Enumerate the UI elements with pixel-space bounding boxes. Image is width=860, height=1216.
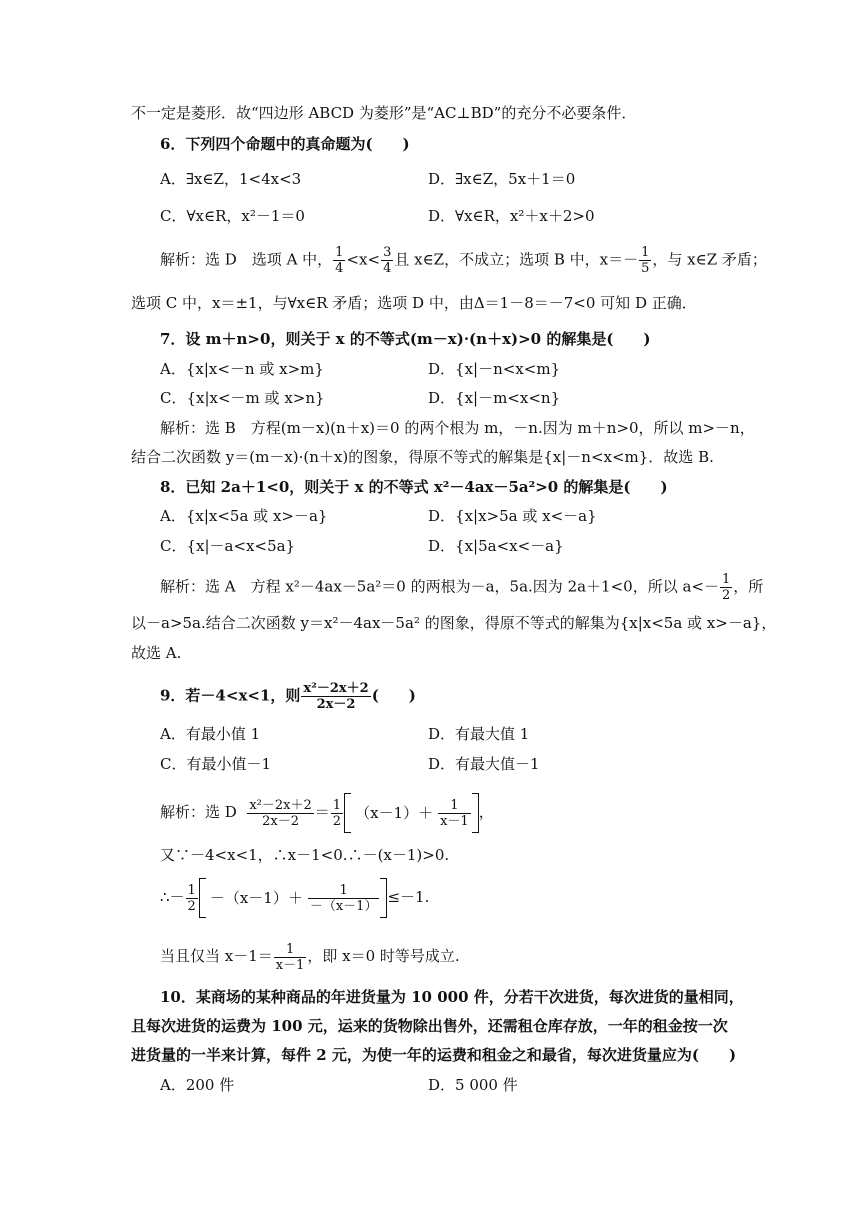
q6-solution-line2: 选项 C 中，x＝±1，与∀x∈R 矛盾；选项 D 中，由Δ＝1－8＝－7<0 可知 D 正确． <box>131 294 697 312</box>
q9-option-d1: D．有最大值 1 <box>428 725 530 743</box>
q9-l3-bracket: －（x－1）＋ $\frac{1}{-(x-1)}$ <box>199 877 388 919</box>
q10-stem-line2: 且每次进货的运费为 100 元，运来的货物除出售外，还需租仓库存放，一年的租金按一次 <box>131 1017 728 1035</box>
q6-sol-text-b: <x< <box>346 250 381 269</box>
q6-sol-text-c: 且 x∈Z，不成立；选项 B 中，x＝－ <box>394 250 639 269</box>
prev-solution-tail: 不一定是菱形．故“四边形 ABCD 为菱形”是“AC⊥BD”的充分不必要条件． <box>131 104 637 122</box>
q6-frac-1: $\frac{1}{4}$ <box>335 245 344 276</box>
q9-sol-fraction: $\frac{\text{x²－2x＋2}}{2x-2}$ <box>249 797 312 829</box>
q8-frac-half: $\frac{1}{2}$ <box>722 572 731 603</box>
q9-stem <box>160 681 416 712</box>
q9-sol-bracket: （x－1）＋ $\frac{1}{x-1}$ <box>344 792 479 834</box>
q6-sol-text-a: 解析：选 D 选项 A 中， <box>160 250 333 269</box>
q9-solution-line4 <box>160 938 460 974</box>
q9-option-a: A．有最小值 1 <box>160 725 261 743</box>
q6-frac-3: $\frac{1}{5}$ <box>641 245 650 276</box>
q9-option-c: C．有最小值－1 <box>160 755 272 773</box>
q8-stem: 8．已知 2a＋1<0，则关于 x 的不等式 x²－4ax－5a²>0 的解集是( ) <box>160 478 668 496</box>
q10-stem-line1: 10．某商场的某种商品的年进货量为 10 000 件，分若干次进货，每次进货的量相同， <box>160 988 744 1006</box>
q6-option-c: C．∀x∈R，x²－1＝0 <box>160 207 305 225</box>
q9-sol-comma: ， <box>478 803 494 821</box>
q9-sol-eq: ＝ <box>314 803 330 821</box>
q9-l3-inner-fraction: $\frac{1}{-(x-1)}$ <box>309 882 378 914</box>
q7-solution-line1: 解析：选 B 方程(m－x)(n＋x)＝0 的两个根为 m，－n.因为 m＋n>0，所以 m>－n， <box>160 419 755 437</box>
q9-solution-line1 <box>160 791 494 834</box>
q7-option-d1: D．{x|－n<x<m} <box>428 360 561 378</box>
q8-option-d1: D．{x|x>5a 或 x<－a} <box>428 507 597 525</box>
q9-option-d2: D．有最大值－1 <box>428 755 540 773</box>
q9-l3-half: $\frac{1}{2}$ <box>187 882 196 914</box>
q6-solution-line1 <box>160 245 767 276</box>
q9-l4-prefix: 当且仅当 x－1＝ <box>160 947 273 965</box>
q8-option-c: C．{x|－a<x<5a} <box>160 537 296 555</box>
q9-solution-line2: 又∵－4<x<1，∴x－1<0.∴－(x－1)>0. <box>160 846 450 864</box>
q6-option-d1: D．∃x∈Z，5x＋1＝0 <box>428 170 576 188</box>
q7-solution-line2: 结合二次函数 y＝(m－x)·(n＋x)的图象，得原不等式的解集是{x|－n<x<m}．故选 B. <box>131 448 714 466</box>
q7-stem: 7．设 m＋n>0，则关于 x 的不等式(m－x)·(n＋x)>0 的解集是( ) <box>160 330 651 348</box>
q9-stem-text-a: 9．若－4<x<1，则 <box>160 686 301 705</box>
q9-stem-text-b: ( ) <box>371 686 416 705</box>
q6-option-d2: D．∀x∈R，x²＋x＋2>0 <box>428 207 595 225</box>
q10-stem-line3: 进货量的一半来计算，每件 2 元，为使一年的运费和租金之和最省，每次进货量应为( ) <box>131 1046 737 1064</box>
q6-stem: 6．下列四个命题中的真命题为( ) <box>160 135 410 153</box>
q9-sol-half: $\frac{1}{2}$ <box>332 797 342 829</box>
q6-sol-text-d: ，与 x∈Z 矛盾； <box>652 250 767 269</box>
q8-solution-line1 <box>160 572 763 603</box>
q9-stem-fraction: $\frac{\text{x²－2x＋2}}{2x-2}$ <box>303 681 369 712</box>
q8-option-d2: D．{x|5a<x<－a} <box>428 537 564 555</box>
q9-l3-prefix: ∴－ <box>160 888 185 906</box>
q8-solution-line3: 故选 A. <box>131 644 182 662</box>
q8-option-a: A．{x|x<5a 或 x>－a} <box>160 507 328 525</box>
q9-l3-suffix: ≤－1. <box>387 888 430 906</box>
q7-option-c: C．{x|x<－m 或 x>n} <box>160 389 325 407</box>
q8-sol-text-b: ，所 <box>733 577 764 596</box>
q9-l4-fraction: $\frac{1}{x-1}$ <box>275 941 305 973</box>
q9-sol-label: 解析：选 D <box>160 803 237 821</box>
q6-option-a: A．∃x∈Z，1<4x<3 <box>160 170 302 188</box>
q9-l4-suffix: ，即 x＝0 时等号成立. <box>307 947 460 965</box>
q9-sol-inner-fraction: $\frac{1}{x-1}$ <box>440 797 469 829</box>
q10-option-a: A．200 件 <box>160 1076 235 1094</box>
q7-option-d2: D．{x|－m<x<n} <box>428 389 561 407</box>
q6-frac-2: $\frac{3}{4}$ <box>383 245 392 276</box>
q9-solution-line3 <box>160 876 429 919</box>
q8-sol-text-a: 解析：选 A 方程 x²－4ax－5a²＝0 的两根为－a，5a.因为 2a＋1<0，所以 a<－ <box>160 577 719 596</box>
q10-option-d: D．5 000 件 <box>428 1076 518 1094</box>
q7-option-a: A．{x|x<－n 或 x>m} <box>160 360 324 378</box>
q8-solution-line2: 以－a>5a.结合二次函数 y＝x²－4ax－5a² 的图象，得原不等式的解集为{x|x<5a 或 x>－a}， <box>131 614 777 632</box>
